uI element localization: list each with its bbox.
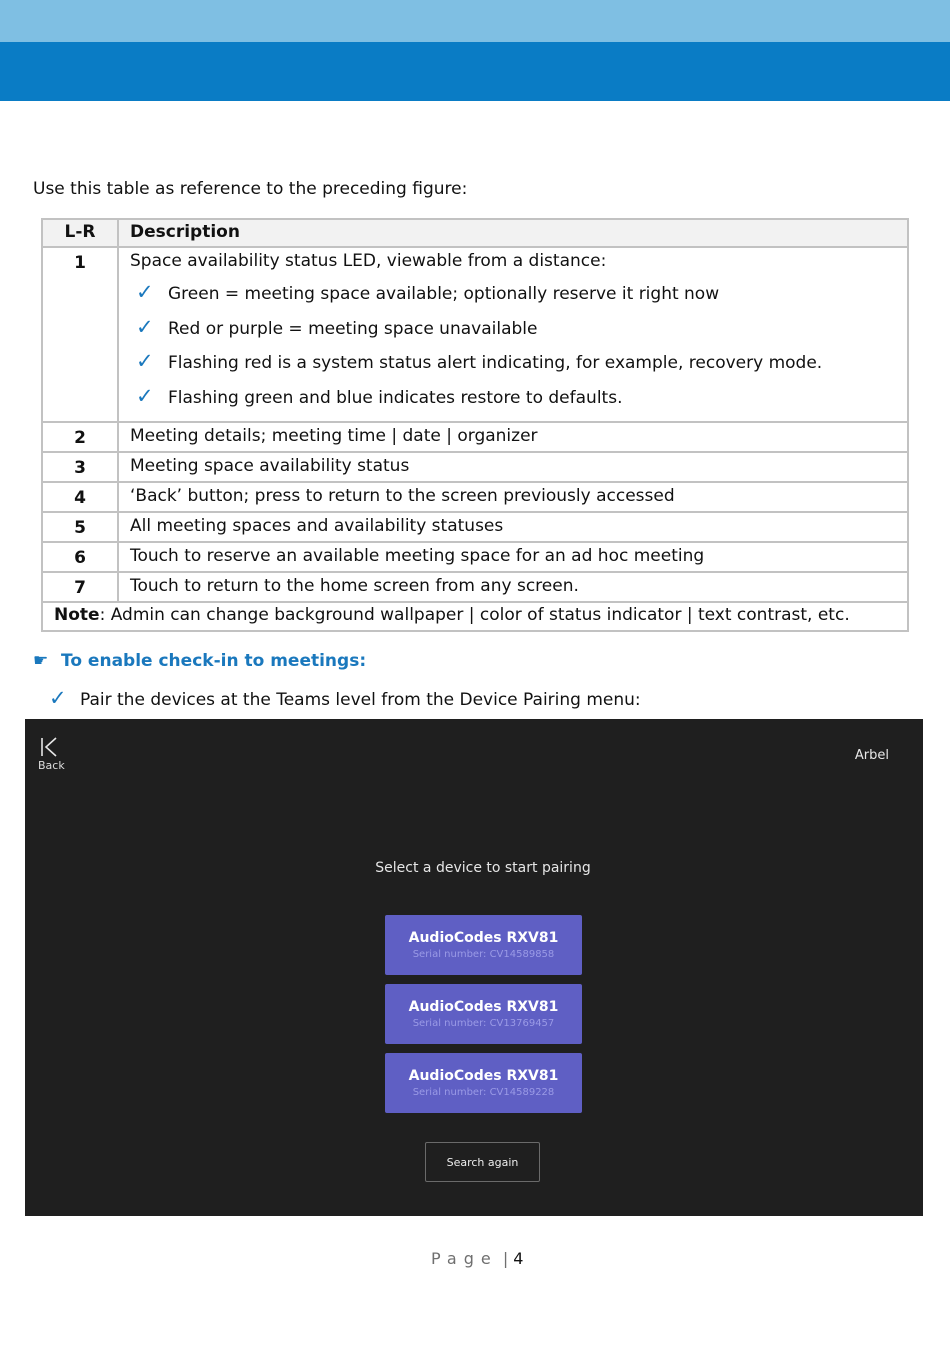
checkmark-icon: ✓ [136,314,154,339]
list-item-text: Red or purple = meeting space unavailable [168,318,538,339]
header-band-light [0,0,950,42]
device-button[interactable] [385,915,582,975]
row-description [118,247,908,422]
note-text: : Admin can change background wallpaper | color of status indicator | text contrast, etc. [99,605,850,625]
table-note-row [42,602,908,631]
list-item-text: Green = meeting space available; optionally reserve it right now [168,284,720,304]
page-footer: Page | 4 [431,1249,524,1268]
pair-instruction [49,686,641,710]
row-number: 2 [42,422,118,452]
row-description-text: Space availability status LED, viewable from a distance: [130,251,607,271]
table-header-row [42,219,908,247]
back-label: Back [38,759,65,772]
list-item [130,312,907,347]
header-lr: L-R [42,219,118,247]
row-description: ‘Back’ button; press to return to the screen previously accessed [118,482,908,512]
row-description: Meeting space availability status [118,452,908,482]
back-button[interactable] [38,737,72,777]
device-name: AudioCodes RXV81 [408,999,559,1015]
reference-table [41,218,909,632]
row-number: 7 [42,572,118,602]
list-item [130,346,907,381]
device-name: AudioCodes RXV81 [408,1068,559,1084]
header-description: Description [118,219,908,247]
page-word: Page [431,1249,498,1268]
table-row [42,512,908,542]
table-note [42,602,908,631]
list-item [130,277,907,312]
pair-instruction-text: Pair the devices at the Teams level from the Device Pairing menu: [80,690,641,710]
device-button[interactable] [385,1053,582,1113]
search-again-button[interactable]: Search again [425,1142,540,1182]
table-row [42,452,908,482]
checkmark-icon: ✓ [136,349,154,373]
device-button[interactable] [385,984,582,1044]
user-name: Arbel [854,748,889,763]
back-arrow-icon [40,737,60,757]
device-name: AudioCodes RXV81 [408,930,559,946]
checkmark-icon: ✓ [49,686,67,710]
table-row [42,542,908,572]
row-description: All meeting spaces and availability statuses [118,512,908,542]
page-number: 4 [513,1249,524,1268]
intro-text: Use this table as reference to the preceding figure: [33,179,468,199]
list-item [130,381,907,416]
row-number: 4 [42,482,118,512]
row-number: 6 [42,542,118,572]
row-description: Touch to return to the home screen from any screen. [118,572,908,602]
table-row [42,247,908,422]
checkmark-icon: ✓ [136,280,154,304]
table-row [42,422,908,452]
header-band-dark [0,42,950,101]
list-item-text: Flashing green and blue indicates restore to defaults. [168,387,623,408]
note-label: Note [54,605,100,625]
table-row [42,482,908,512]
row-number: 1 [42,247,118,422]
list-item-text: Flashing red is a system status alert indicating, for example, recovery mode. [168,353,823,373]
row-number: 3 [42,452,118,482]
device-serial: Serial number: CV13769457 [412,1018,555,1029]
status-list [130,277,907,415]
row-number: 5 [42,512,118,542]
pairing-prompt: Select a device to start pairing [375,860,591,876]
row-description: Touch to reserve an available meeting space for an ad hoc meeting [118,542,908,572]
device-pairing-screenshot [25,719,923,1216]
row-description: Meeting details; meeting time | date | organizer [118,422,908,452]
pointing-hand-icon: ☛ [33,651,49,671]
section-heading-text: To enable check-in to meetings: [61,651,367,671]
device-serial: Serial number: CV14589228 [412,1087,555,1098]
device-serial: Serial number: CV14589858 [412,949,555,960]
table-row [42,572,908,602]
section-heading [33,651,366,671]
checkmark-icon: ✓ [136,383,154,408]
